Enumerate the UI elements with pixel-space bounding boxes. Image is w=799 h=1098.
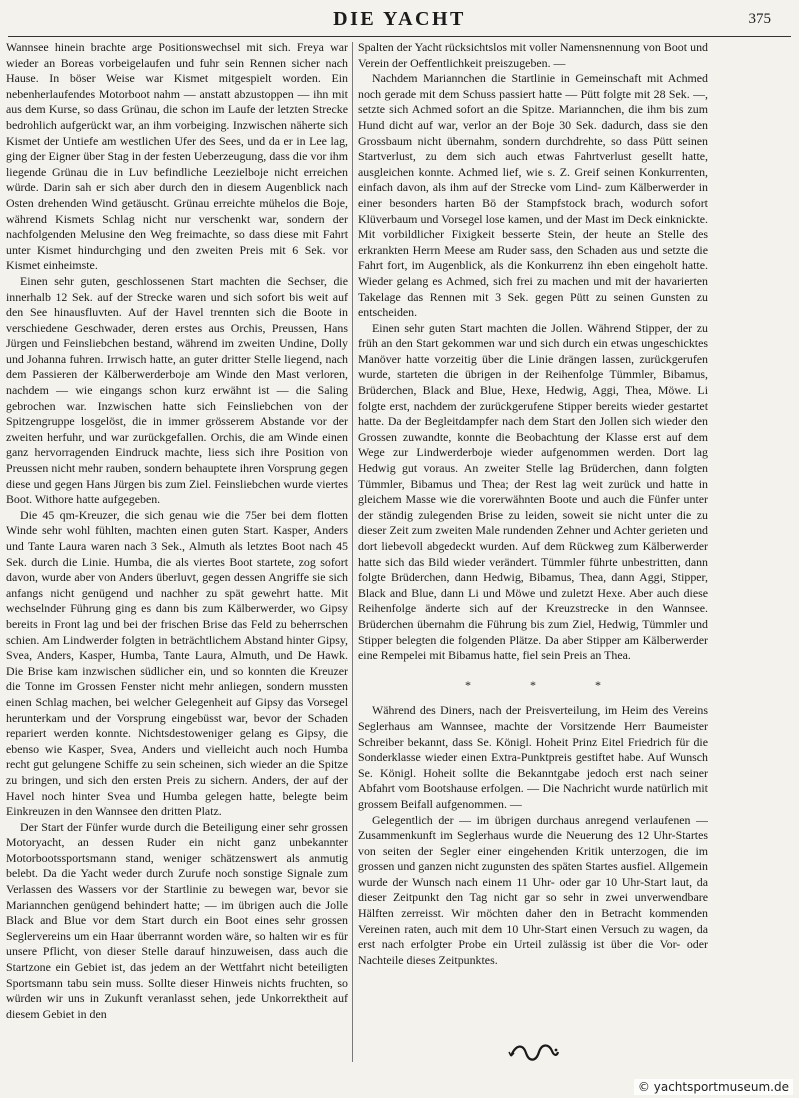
- paragraph-fuenfer-start: Der Start der Fünfer wurde durch die Beteiligung einer sehr grossen Motoryacht, an dessen Ruder ein nicht ganz unbekannter Motorbootssportsmann stand, weniger schätzenswert als anmutig belebt. Da die Yacht weder durch Zurufe noch sonstige Signale zum Verlassen des Wassers vor der Startlinie zu bewegen war, bevor sie Mariannchen genügend behindert hatte; — im übrigen auch die Jolle Black and Blue vor dem Start durch ein Boot eines sehr grossen Seglervereins um ein Haar überrannt worden wäre, so halten wir es für unsere Pflicht, von dieser Stelle darauf hinzuweisen, dass auch die Startzone ein Gebiet ist, das jedem an der Wettfahrt nicht beteiligten Sportsmann tabu sein muss. Sollte dieser Hinweis nichts fruchten, so würden wir uns in Zukunft veranlasst sehen, jede Unkorrektheit auf diesem Gebiet in den: [6, 819, 348, 1021]
- paragraph-12-uhr-start: Gelegentlich der — im übrigen durchaus anregend verlaufenen — Zusammenkunft im Seglerhaus wurde die Neuerung des 12 Uhr-Startes von seiten der Segler einer eingehenden Kritik unterzogen, die im grossen und ganzen nicht zugunsten des späten Startes ausfiel. Allgemein wurde der Wunsch nach einem 11 Uhr- oder gar 10 Uhr-Start laut, da dieser Zeitpunkt den Tag nicht gar so sehr in zwei unverwendbare Hälften zerreisst. Wir möchten daher den in Betracht kommenden Vereinen raten, auch mit dem 10 Uhr-Start einen Versuch zu wagen, da erst nach erfolgter Probe ein Urteil zulässig ist über die Vor- oder Nachteile dieses Zeitpunktes.: [358, 812, 708, 967]
- left-column: [6, 40, 348, 1050]
- header-rule: [8, 36, 791, 37]
- page-number: 375: [748, 11, 771, 27]
- paragraph-diner: Während des Diners, nach der Preisverteilung, im Heim des Vereins Seglerhaus am Wannsee, machte der Vorsitzende Herr Baumeister Schreiber bekannt, dass Se. Königl. Hoheit Prinz Eitel Friedrich für die Sonderklasse wieder einen Extra-Punktpreis gestiftet habe. Auf Wunsch Se. Königl. Hoheit sollte die Bekanntgabe jedoch erst nach seiner Abfahrt vom Bootshause erfolgen. — Die Nachricht wurde natürlich mit grossem Beifall aufgenommen. —: [358, 703, 708, 811]
- page-header: [0, 8, 799, 36]
- magazine-title: DIE YACHT: [333, 8, 466, 30]
- right-column: [358, 40, 708, 1050]
- column-divider: [352, 42, 353, 1062]
- paragraph-continuation: Spalten der Yacht rücksichtslos mit voller Namensnennung von Boot und Verein der Oeffentlichkeit preiszugeben. —: [358, 40, 708, 70]
- section-break: * * *: [465, 677, 629, 692]
- paragraph-45qm-kreuzer: Die 45 qm-Kreuzer, die sich genau wie die 75er bei dem flotten Winde sehr wohl fühlten, machten einen guten Start. Kasper, Anders und Tante Laura waren nach 3 Sek., Almuth als letztes Boot nach 45 Sek. durch die Linie. Humba, die als viertes Boot startete, zog sofort davon, wurde aber von Anders überluvt, gegen dessen Angriffe sie sich anfangs nicht genügend und nachher zu spät gewehrt hatte. Mit wechselnder Führung ging es dann bis zum Kälberwerder, wo Gipsy bereits in Front lag und bei der frischen Brise das Feld zu beherrschen schien. Am Lindwerder folgten in beträchtlichem Abstand hinter Gipsy, Svea, Anders, Kasper, Humba, Tante Laura, Almuth, und De Hawk. Die Brise kam inzwischen südlicher ein, und so konnten die Kreuzer die Tonne im Grossen Fenster nicht mehr anliegen, sondern mussten einen Schlag machen, bei welcher Gelegenheit auf Gipsy das Vorsegel herunterkam und der Vorsprung eingebüsst war, bevor der Schaden repariert werden konnte. Nichtsdestoweniger gelang es Gipsy, die ebenso wie Kasper, Svea, Anders und vielleicht auch noch Humba recht gut gelungene Schiffe zu sein scheinen, sich wieder an die Spitze zu bringen, und sich den ersten Preis zu sichern. Anders, der auf der Havel noch hinter Svea und Humba gelegen hatte, belegte beim Einkreuzen in den Wannsee den dritten Platz.: [6, 507, 348, 819]
- sea-serpent-ornament-icon: [508, 1038, 560, 1066]
- copyright-watermark: © yachtsportmuseum.de: [634, 1079, 793, 1095]
- paragraph-jollen: Einen sehr guten Start machten die Jollen. Während Stipper, der zu früh an den Start gekommen war und sich durch ein etwas ungeschicktes Manöver hatte vorzeitig über die Linie drängen lassen, zurückgerufen wurde, starteten die übrigen in der Reihenfolge Tümmler, Bibamus, Brüderchen, Black and Blue, Hexe, Hedwig, Aggi, Thea, Möwe. Li folgte erst, nachdem der zurückgerufene Stipper bereits wieder gestartet hatte. Da der Begleitdampfer nach dem Start den Jollen sich wieder den Grossen zuwandte, konnte die Beobachtung der Klasse erst auf dem Wege zur Lindwerderboje wieder aufgenommen werden. Dort lag Hedwig gut voraus. An zweiter Stelle lag Brüderchen, dann folgten Tümmler, Bibamus und Thea; der Rest lag weit zurück und hatte in gleichem Masse wie die vorerwähnten Boote und auch die Fünfer unter der ständig zulegenden Brise zu leiden, soweit sie nicht unter die zu dieser Zeit zum zweiten Male rundenden Zehner und Achter gerieten und dort liebevoll abgedeckt wurden. Auf dem Rückweg zum Kälberwerder hatte sich das Bild wieder verändert. Tümmler führte unbestritten, dann folgte Brüderchen, dann Hedwig, Bibamus, Thea, dann Aggi, Stipper, Black and Blue, dann Li und Möwe und zuletzt Hexe. Aber auch diese Reihenfolge änderte sich auf der Kreuzstrecke in den Wannsee. Brüderchen übernahm die Führung bis zum Ziel, Hedwig, Tümmler und Stipper belegten die folgenden Plätze. Da aber Stipper am Kälberwerder eine Rempelei mit Bibamus hatte, fiel sein Preis an Thea.: [358, 320, 708, 663]
- paragraph-sechser: Einen sehr guten, geschlossenen Start machten die Sechser, die innerhalb 12 Sek. auf der Strecke waren und sich sofort bis weit auf den See hinausfluvten. Auf der Havel trennten sich die Boote in verschiedene Geschwader, deren erstes aus Orchis, Preussen, Hans Jürgen und Feinsliebchen bestand, während im zweiten Undine, Dolly und Johanna fuhren. Irrwisch hatte, an guter dritter Stelle liegend, nach dem Passieren der Kälberwerderboje am Winde den Mast verloren, nachdem — wie eingangs schon kurz erwähnt ist — die Saling gebrochen war. Inzwischen hatte sich Feinsliebchen von der Spitzengruppe losgelöst, die in immer grösserem Abstande vor der zweiten herfuhr, und war zurückgefallen. Orchis, die am Winde einen ganz hervorragenden Eindruck machte, liess sich ihre Position von Preussen nicht mehr rauben, sondern behauptete ihren Vorsprung gegen diese und gegen Hans Jürgen bis zum Ziel. Feinsliebchen wurde viertes Boot. Withore hatte aufgegeben.: [6, 273, 348, 507]
- paragraph-mariannchen-achmed: Nachdem Mariannchen die Startlinie in Gemeinschaft mit Achmed noch gerade mit dem Schuss passiert hatte — Pütt folgte mit 28 Sek. —, setzte sich Achmed sofort an die Spitze. Mariannchen, die ihm bis zum Hund dicht auf war, verlor an der Boje 30 Sek. dadurch, dass sie den Grossbaum nicht übernahm, sondern durchdrehte, so dass Pütt seinen Startverlust, zu dem sich auch etwas Fahrtverlust gesellt hatte, ausgleichen konnte. Achmed lief, wie s. Z. Greif seinen Konkurrenten, einfach davon, als ihm auf der Strecke vom Lind- zum Kälberwerder in einer besonders harten Bö der Stampfstock brach, wodurch sofort Klüverbaum und Vorsegel lose kamen, und der Mast im Deck einknickte. Mit vorbildlicher Fixigkeit besserte Stein, der heute an Stelle des erkrankten Herrn Meese am Ruder sass, den Schaden aus und setzte die Fahrt fort, im Augenblick, als die Konkurrenz ihn eben eingeholt hatte. Wieder gelang es Achmed, sich frei zu machen und mit der havarierten Takelage das Rennen mit 3 Sek. gegen Pütt zu seinen Gunsten zu entscheiden.: [358, 71, 708, 320]
- paragraph-kismet: Wannsee hinein brachte arge Positionswechsel mit sich. Freya war wieder an Boreas vorbeigelaufen und fuhr sein Rennen sicher nach Hause. In böser Weise war Kismet mitgespielt worden. Ein nebenherlaufendes Motorboot nahm — anstatt abzustoppen — ihn mit aus dem Kurse, so dass Grünau, die schon im Laufe der letzten Strecke bedrohlich aufgerückt war, an ihm vorbeiging. Inzwischen näherte sich Kismet der Untiefe am westlichen Ufer des Sees, und da er in Lee lag, ging der Eigner über Stag in der festen Ueberzeugung, dass die vor ihm liegende Grünau die in Luv befindliche Leezielboje nicht erreichen würde. Darin sah er sich aber durch den in diesem Augenblick nach Osten drehenden Wind getäuscht. Grünau erreichte mühelos die Boje, während Kismets Schlag nicht nur verschenkt war, sondern der nachfolgenden Melusine den Weg freimachte, so dass diese mit Fahrt unter Kismet hindurchging und den zweiten Preis mit 6 Sek. vor Kismet einheimste.: [6, 40, 348, 273]
